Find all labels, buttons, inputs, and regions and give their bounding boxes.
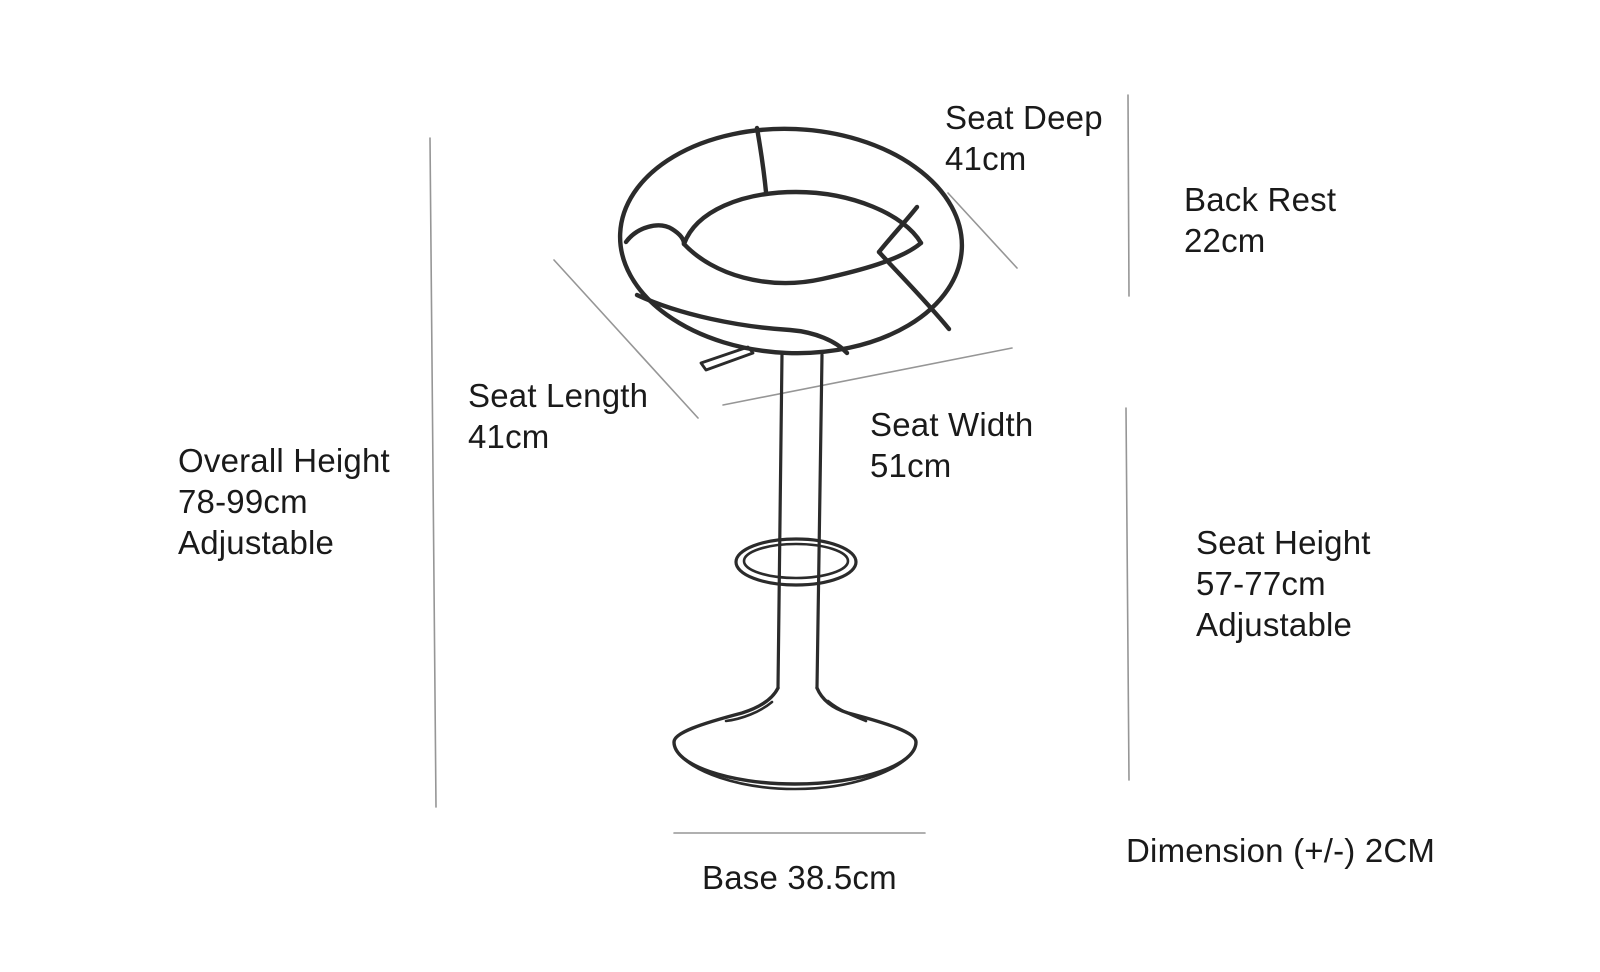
back-rest-label	[1184, 179, 1336, 261]
back-rest-name: Back Rest	[1184, 181, 1337, 218]
seat-height-name: Seat Height	[1196, 524, 1371, 561]
seat-length-label	[468, 375, 648, 457]
footrest-ring	[736, 539, 856, 585]
base-label	[702, 857, 897, 898]
backrest-inner-rim	[684, 192, 921, 244]
seat-height-line	[1126, 408, 1129, 780]
trumpet-base	[674, 688, 916, 789]
seat-height-value: 57-77cm	[1196, 565, 1326, 602]
seat-width-label	[870, 404, 1033, 486]
cushion-left-seam	[626, 225, 684, 244]
seat-length-name: Seat Length	[468, 377, 649, 414]
back-rest-line	[1128, 95, 1129, 296]
overall-height-note: Adjustable	[178, 524, 335, 561]
base-value: Base 38.5cm	[702, 859, 897, 896]
back-rest-value: 22cm	[1184, 222, 1266, 259]
overall-height-line	[430, 138, 436, 807]
pedestal-column	[778, 354, 822, 688]
backrest-top-seam	[757, 128, 766, 192]
cushion-back-edge	[684, 243, 921, 283]
seat-width-line	[723, 348, 1012, 405]
seat-height-label	[1196, 522, 1371, 645]
cushion-front-edge	[637, 295, 847, 353]
seat-height-note: Adjustable	[1196, 606, 1353, 643]
overall-height-label	[178, 440, 390, 563]
seat-shell	[615, 122, 966, 361]
seat-deep-value: 41cm	[945, 140, 1027, 177]
overall-height-name: Overall Height	[178, 442, 390, 479]
seat-outer-rim	[615, 122, 966, 361]
tolerance-value: Dimension (+/-) 2CM	[1126, 832, 1436, 869]
column-right-edge	[817, 355, 822, 688]
seat-deep-name: Seat Deep	[945, 99, 1103, 136]
tolerance-label	[1126, 830, 1435, 871]
footrest-inner	[744, 544, 848, 578]
gas-lift-lever	[701, 347, 753, 370]
cushion-right-seam	[879, 252, 949, 329]
seat-width-value: 51cm	[870, 447, 952, 484]
base-outline	[674, 688, 916, 784]
seat-length-value: 41cm	[468, 418, 550, 455]
seat-width-name: Seat Width	[870, 406, 1034, 443]
overall-height-value: 78-99cm	[178, 483, 308, 520]
seat-deep-label	[945, 97, 1103, 179]
column-left-edge	[778, 354, 782, 688]
